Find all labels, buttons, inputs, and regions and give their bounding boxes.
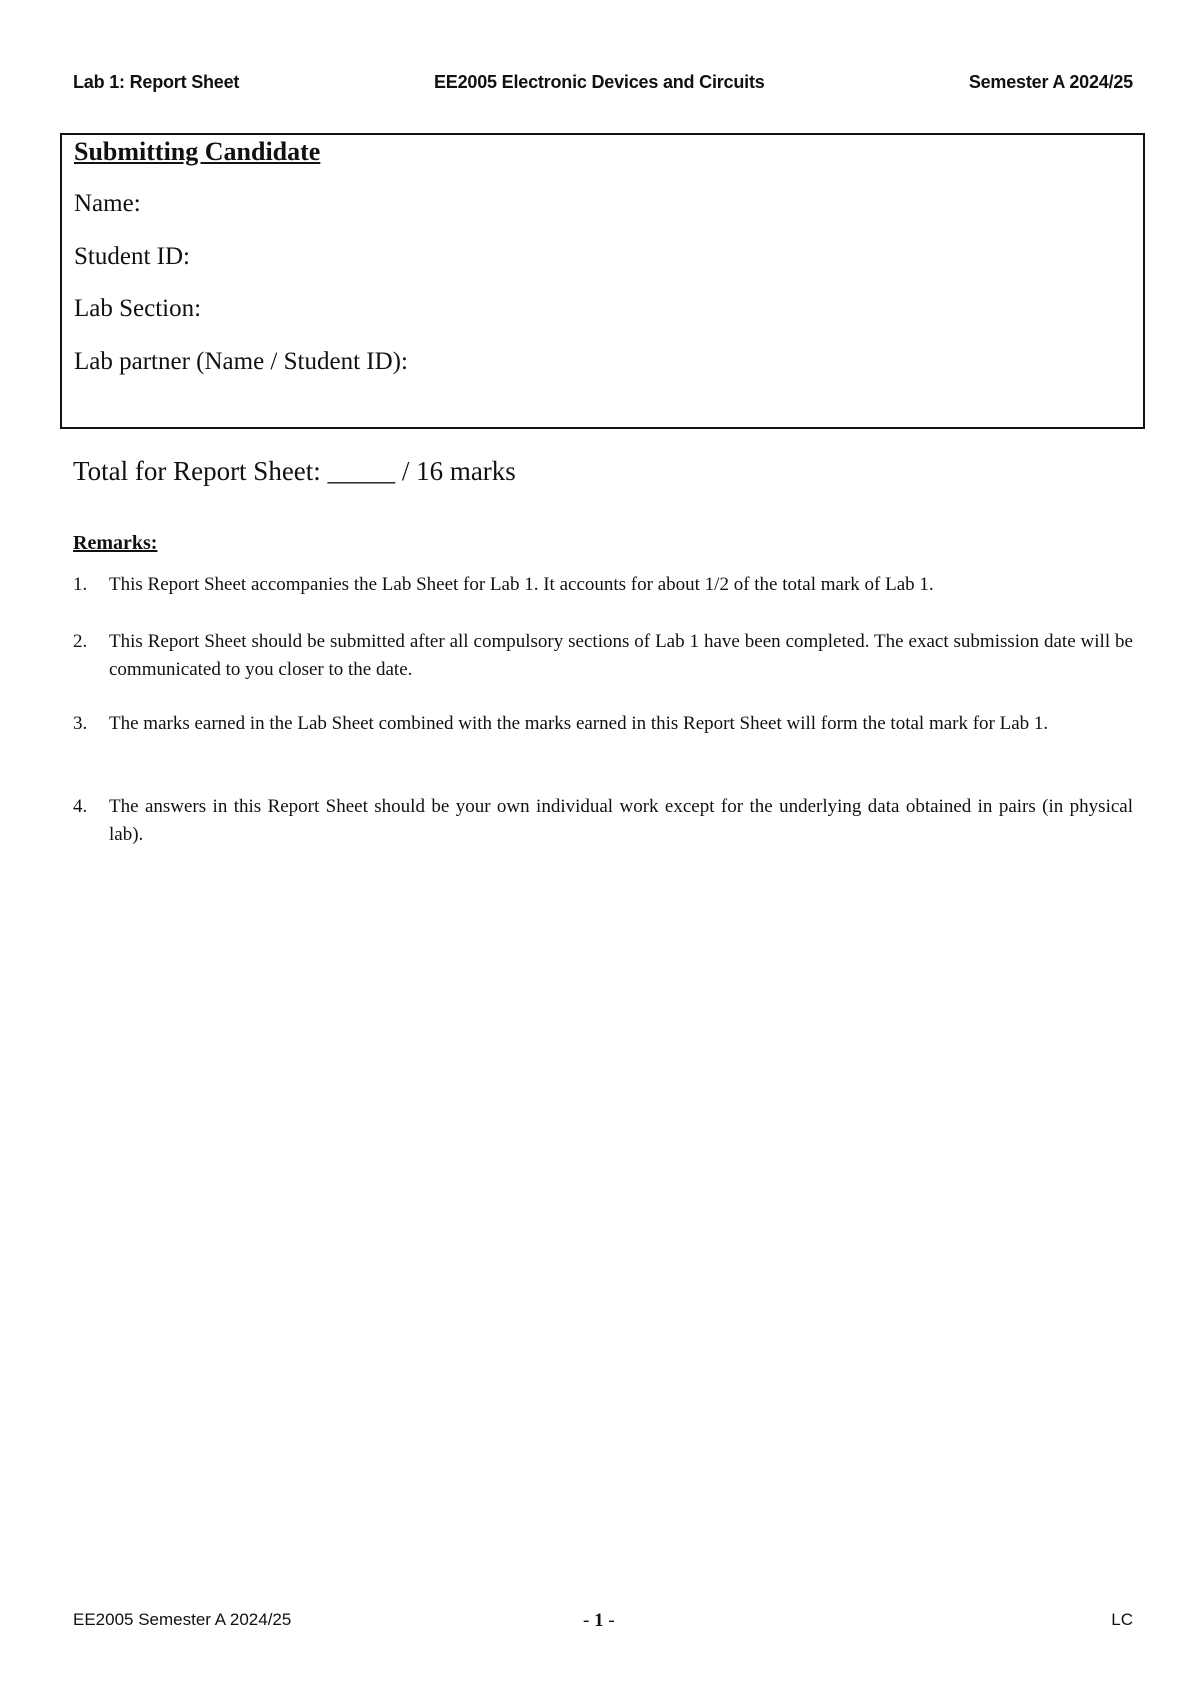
footer-initials: LC	[1111, 1610, 1133, 1629]
submitting-candidate-box	[60, 133, 1145, 429]
candidate-box-title: Submitting Candidate	[74, 137, 321, 166]
page-number-value: 1	[594, 1610, 604, 1631]
remark-item	[73, 710, 1133, 738]
footer-course-semester: EE2005 Semester A 2024/25	[73, 1610, 292, 1629]
page-footer	[73, 1610, 1133, 1636]
page-prefix: -	[583, 1610, 595, 1631]
lab-partner-label: Lab partner (Name / Student ID):	[74, 348, 408, 375]
student-id-label: Student ID:	[74, 243, 190, 270]
remark-item	[73, 628, 1133, 684]
total-blank: _____	[327, 456, 396, 486]
header-course-title: EE2005 Electronic Devices and Circuits	[434, 72, 765, 92]
remark-number: 1.	[73, 574, 88, 595]
remark-item	[73, 571, 1133, 599]
remark-number: 2.	[73, 631, 88, 652]
header-lab-title: Lab 1: Report Sheet	[73, 72, 240, 92]
total-marks-line	[73, 456, 516, 487]
total-label: Total for Report Sheet:	[73, 456, 321, 486]
remark-number: 3.	[73, 713, 88, 734]
remark-item	[73, 793, 1133, 849]
remark-text: This Report Sheet should be submitted after all compulsory sections of Lab 1 have been completed. The exact submission date will be communicated to you closer to the date.	[109, 631, 1133, 680]
page-header	[73, 72, 1133, 100]
lab-section-label: Lab Section:	[74, 295, 202, 322]
name-label: Name:	[74, 190, 141, 217]
remark-text: The marks earned in the Lab Sheet combined with the marks earned in this Report Sheet will form the total mark for Lab 1.	[109, 713, 1049, 734]
remark-text: This Report Sheet accompanies the Lab Sheet for Lab 1. It accounts for about 1/2 of the total mark of Lab 1.	[109, 574, 934, 595]
remarks-heading: Remarks:	[73, 532, 158, 554]
remark-text: The answers in this Report Sheet should be your own individual work except for the underlying data obtained in pairs (in physical lab).	[109, 796, 1133, 845]
total-out-of: / 16 marks	[401, 456, 516, 486]
header-semester: Semester A 2024/25	[968, 72, 1133, 92]
remark-number: 4.	[73, 796, 88, 817]
page-suffix: -	[603, 1610, 615, 1631]
footer-page-number	[583, 1610, 615, 1632]
